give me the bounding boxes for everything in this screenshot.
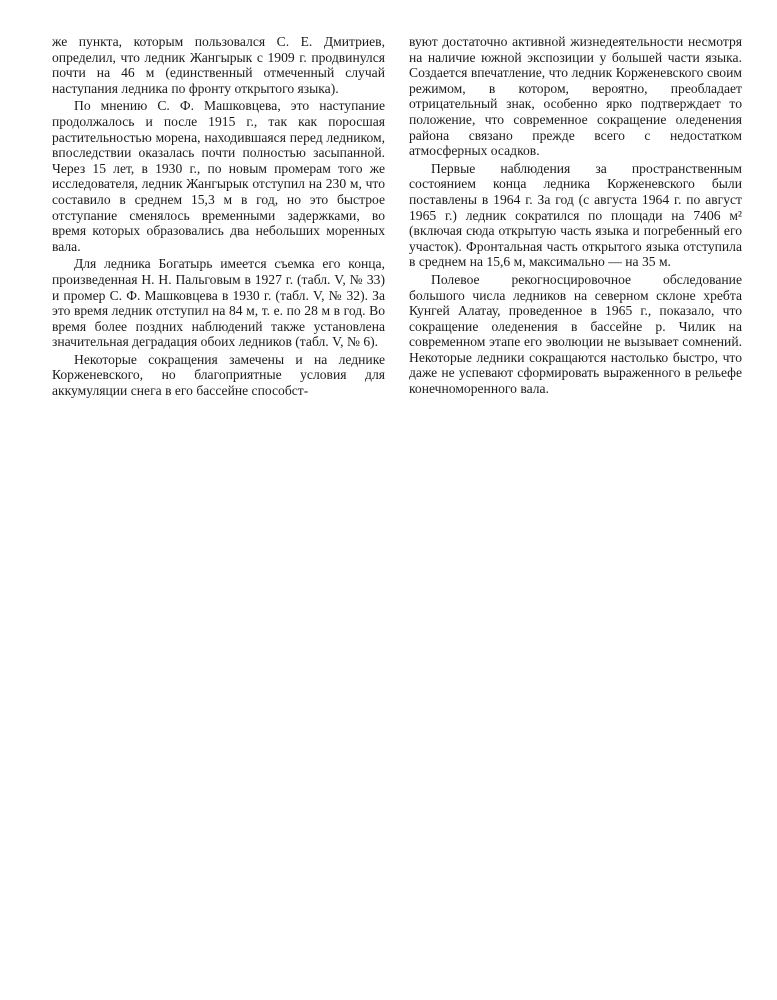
left-paragraph-1: же пункта, которым пользовался С. Е. Дмитриев, определил, что ледник Жангырык с 1909 г. продвинулся почти на 46 м (единственный отмеченный случай наступания ледника по фронту открытого языка).	[52, 34, 385, 96]
right-column	[409, 34, 742, 397]
left-column	[52, 34, 385, 399]
left-paragraph-2: По мнению С. Ф. Машковцева, это наступание продолжалось и после 1915 г., так как поросшая растительностью морена, находившаяся перед ледником, впоследствии оказалась почти полностью засыпанной. Через 15 лет, в 1930 г., по новым промерам того же исследователя, ледник Жангырык отступил на 230 м, что составило в среднем 15,3 м в год, но это быстрое отступание сменялось временными задержками, во время которых образовались два небольших моренных вала.	[52, 98, 385, 254]
left-paragraph-4: Некоторые сокращения замечены и на леднике Корженевского, но благоприятные условия для аккумуляции снега в его бассейне способст-	[52, 351, 385, 399]
right-paragraph-2: Первые наблюдения за пространственным состоянием конца ледника Корженевского были поставлены в 1964 г. За год (с августа 1964 г. по август 1965 г.) ледник сократился по площади на 7406 м² (включая сюда открытую часть языка и погребенный его участок). Фронтальная часть открытого языка отступила в среднем на 15,6 м, максимально — на 35 м.	[409, 160, 742, 270]
right-paragraph-3: Полевое рекогносцировочное обследование большого числа ледников на северном склоне хребта Кунгей Алатау, проведенное в 1965 г., показало, что сокращение оледенения в бассейне р. Чилик на современном этапе его эволюции не вызывает сомнений. Некоторые ледники сокращаются настолько быстро, что даже не успевают сформировать выраженного в рельефе конечноморенного вала.	[409, 271, 742, 397]
left-paragraph-3: Для ледника Богатырь имеется съемка его конца, произведенная Н. Н. Пальговым в 1927 г. (табл. V, № 33) и промер С. Ф. Машковцева в 1930 г. (табл. V, № 32). За это время ледник отступил на 84 м, т. е. по 28 м в год. Во время более поздних наблюдений также установлена значительная деградация обоих ледников (табл. V, № 6).	[52, 256, 385, 350]
right-paragraph-1: вуют достаточно активной жизнедеятельности несмотря на наличие южной экспозиции у большей части языка. Создается впечатление, что ледник Корженевского своим режимом, в котором, вероятно, преобладает отрицательный знак, особенно ярко подтверждает то положение, что современное сокращение оледенения района связано прежде всего с недостатком атмосферных осадков.	[409, 34, 742, 159]
